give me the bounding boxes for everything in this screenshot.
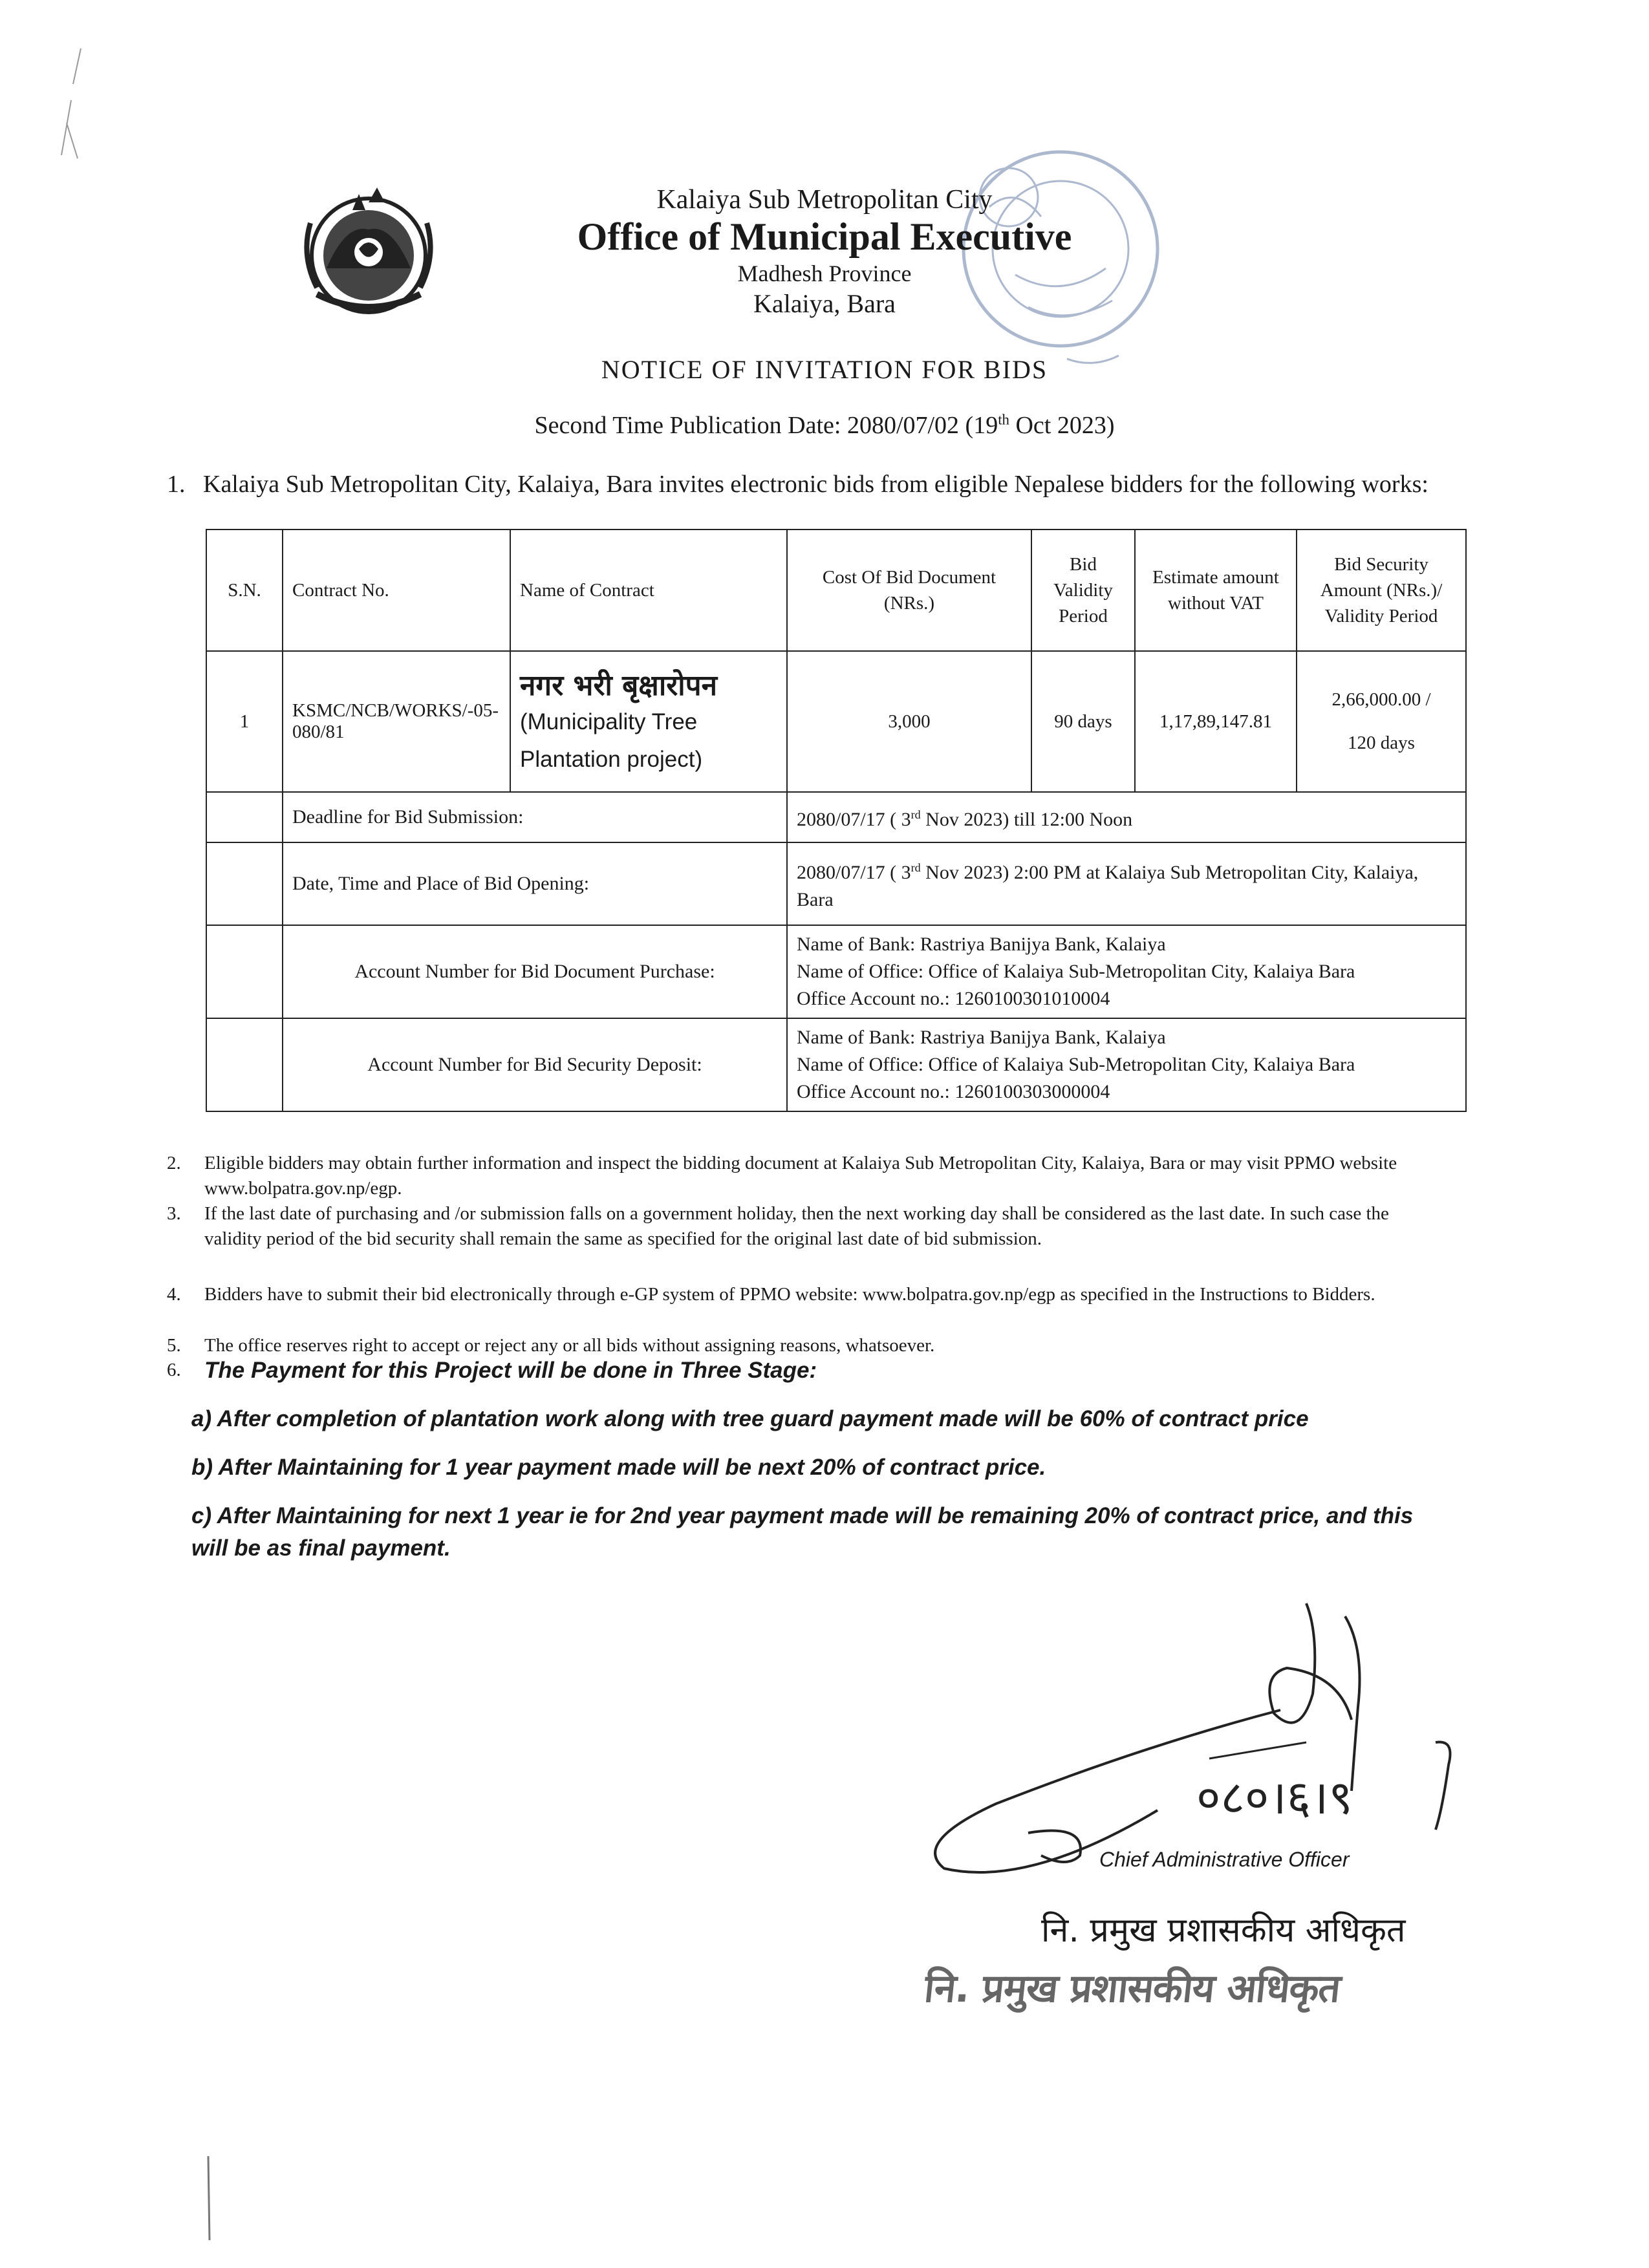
signatory-seal-np: नि. प्रमुख प्रशासकीय अधिकृत: [922, 1966, 1342, 2011]
header-estimate: Estimate amount without VAT: [1135, 530, 1297, 651]
header-security: Bid Security Amount (NRs.)/ Validity Period: [1297, 530, 1466, 651]
purchase-account-label: Account Number for Bid Document Purchase:: [283, 925, 787, 1018]
intro-text: Kalaiya Sub Metropolitan City, Kalaiya, Bara invites electronic bids from eligible Nepalese bidders for the following works:: [203, 471, 1428, 498]
office-title: Office of Municipal Executive: [577, 215, 1072, 258]
blank-cell: [206, 842, 283, 925]
signature-date: ०८०।६।९: [1196, 1770, 1353, 1824]
security-account-details: [787, 1018, 1466, 1111]
contract-name-np: नगर भरी बृक्षारोपन: [520, 669, 718, 702]
opening-row: [206, 842, 1466, 925]
header-sn: S.N.: [206, 530, 283, 651]
city-name: Kalaiya Sub Metropolitan City: [656, 185, 993, 215]
signatory-title-en: Chief Administrative Officer: [1099, 1848, 1350, 1871]
cell-sn: 1: [206, 651, 283, 792]
table-row: [206, 651, 1466, 792]
header-contract-no: Contract No.: [283, 530, 510, 651]
bank-name: Name of Bank: Rastriya Banijya Bank, Kalaiya: [797, 934, 1166, 955]
cell-cost: 3,000: [787, 651, 1031, 792]
security-amount: 2,66,000.00 /: [1331, 689, 1431, 710]
opening-value: 2080/07/17 ( 3rd Nov 2023) 2:00 PM at Kalaiya Sub Metropolitan City, Kalaiya, Bara: [787, 842, 1466, 925]
purchase-account-row: [206, 925, 1466, 1018]
item-text: If the last date of purchasing and /or submission falls on a government holiday, then the next working day shall be considered as the last date. In such case the validity period of the bid security shall remain the same as specified for the original last date of bid submission.: [204, 1203, 1389, 1249]
office-name: Name of Office: Office of Kalaiya Sub-Metropolitan City, Kalaiya Bara: [797, 1054, 1355, 1075]
table-header-row: [206, 530, 1466, 651]
cell-contract-no: KSMC/NCB/WORKS/-05-080/81: [283, 651, 510, 792]
payment-stage-c: c) After Maintaining for next 1 year ie for 2nd year payment made will be remaining 20% of contract price, and this will be as final payment.: [191, 1503, 1414, 1561]
item-number: 2.: [167, 1153, 181, 1173]
item-number: 4.: [167, 1284, 181, 1305]
header-cost: Cost Of Bid Document (NRs.): [787, 530, 1031, 651]
item-text: The office reserves right to accept or reject any or all bids without assigning reasons, whatsoever.: [204, 1335, 935, 1356]
cell-contract-name: [510, 651, 787, 792]
payment-stage-b: b) After Maintaining for 1 year payment made will be next 20% of contract price.: [191, 1455, 1046, 1480]
item-text: Bidders have to submit their bid electronically through e-GP system of PPMO website: www.bolpatra.gov.np/egp as specified in the Instructions to Bidders.: [204, 1284, 1375, 1305]
account-number: Office Account no.: 1260100301010004: [797, 988, 1110, 1009]
office-name: Name of Office: Office of Kalaiya Sub-Metropolitan City, Kalaiya Bara: [797, 961, 1355, 982]
header-contract-name: Name of Contract: [510, 530, 787, 651]
cell-estimate: 1,17,89,147.81: [1135, 651, 1297, 792]
opening-label: Date, Time and Place of Bid Opening:: [283, 842, 787, 925]
signatory-title-np: नि. प्रमुख प्रशासकीय अधिकृत: [1041, 1911, 1406, 1950]
deadline-value: 2080/07/17 ( 3rd Nov 2023) till 12:00 Noon: [787, 792, 1466, 842]
district-name: Kalaiya, Bara: [753, 289, 896, 318]
blank-cell: [206, 792, 283, 842]
security-account-row: [206, 1018, 1466, 1111]
publication-date: Second Time Publication Date: 2080/07/02 (19th Oct 2023): [534, 411, 1115, 439]
purchase-account-details: [787, 925, 1466, 1018]
item-text: The Payment for this Project will be done in Three Stage:: [204, 1358, 817, 1383]
item-number: 5.: [167, 1335, 181, 1356]
blank-cell: [206, 1018, 283, 1111]
scan-mark-bottom-left: [200, 2153, 220, 2243]
contract-name-en: (Municipality Tree Plantation project): [520, 709, 703, 772]
scan-mark-top-left: [36, 45, 87, 162]
blank-cell: [206, 925, 283, 1018]
cell-validity: 90 days: [1031, 651, 1135, 792]
bank-name: Name of Bank: Rastriya Banijya Bank, Kalaiya: [797, 1027, 1166, 1048]
account-number: Office Account no.: 1260100303000004: [797, 1081, 1110, 1102]
deadline-row: [206, 792, 1466, 842]
header-validity: Bid Validity Period: [1031, 530, 1135, 651]
item-number: 3.: [167, 1203, 181, 1224]
notice-title: NOTICE OF INVITATION FOR BIDS: [601, 355, 1048, 384]
bid-table: [206, 529, 1467, 1112]
item-number: 1.: [167, 471, 186, 498]
payment-stage-a: a) After completion of plantation work along with tree guard payment made will be 60% of contract price: [191, 1406, 1309, 1431]
item-number: 6.: [167, 1360, 181, 1380]
deadline-label: Deadline for Bid Submission:: [283, 792, 787, 842]
province-name: Madhesh Province: [737, 261, 912, 286]
security-validity: 120 days: [1348, 733, 1415, 753]
cell-security: [1297, 651, 1466, 792]
item-text: Eligible bidders may obtain further information and inspect the bidding document at Kalaiya Sub Metropolitan City, Kalaiya, Bara or may visit PPMO website www.bolpatra.gov.np/egp.: [204, 1153, 1397, 1199]
security-account-label: Account Number for Bid Security Deposit:: [283, 1018, 787, 1111]
